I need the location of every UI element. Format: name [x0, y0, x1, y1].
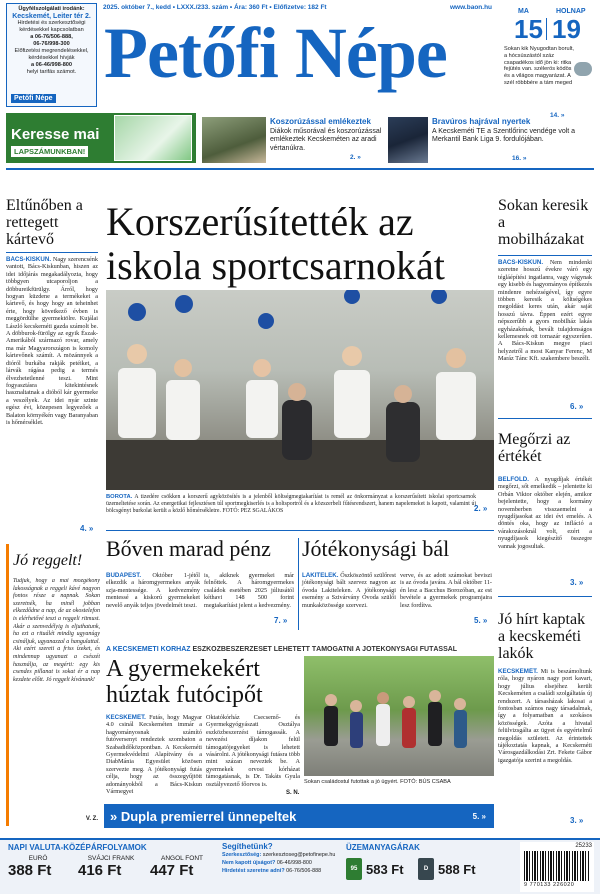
fx-item — [78, 855, 144, 879]
jo-reggelt-body: Tudjuk, hogy a mai mozgékony lakosságnak a reggeli kávé nagyon fontos része a napnak. Sokan szeretnék, ha minél jobban elkezdődne a nap, de az okostelefon is elérhetővé teszi a reggeli ritmust. Akár a szenvedélyig is eljuthatunk, ha ezt a rituálét mindig ugyanúgy csináljuk, ugyanazzal a hangulattal. Aki ezért szereti a friss ízeket, és mindennap ugyanazt a csészét használja, az megérti: egy kis csendes pillanat is sokat ér a nap kezdete előtt. Jó reggelt kívánunk! — [13, 578, 100, 683]
kor-headline[interactable]: A gyermekekért húztak futócipőt — [106, 656, 263, 708]
fx-value: 416 Ft — [78, 862, 122, 879]
fuel-value: 588 Ft — [438, 862, 476, 877]
right-story1-headline[interactable]: Sokan keresik a mobilházakat — [498, 197, 589, 248]
kor-kicker-main: A KECSKEMÉTI KÓRHÁZ — [106, 646, 191, 653]
right-story1-lead: BÁCS-KISKUN. — [498, 259, 544, 266]
help-box — [222, 842, 340, 875]
barcode-digits: 9 770133 226020 — [524, 882, 575, 888]
promo-title: Keresse mai — [11, 126, 100, 143]
teaser2-text: A Kecskeméti TE a Szentlőrinc vendége volt a Merkantil Bank Liga 9. fordulójában. — [432, 128, 576, 144]
kor-kicker — [106, 646, 494, 653]
fuel-title: ÜZEMANYAGÁRAK — [346, 843, 420, 852]
barcode — [520, 842, 594, 892]
divider — [106, 530, 494, 531]
fx-name: SVÁJCI FRANK — [87, 855, 135, 862]
help-label: Hirdetést szeretne adni? — [222, 868, 285, 874]
main-caption-text: A tizedére csökken a korszerű agyközösítés is a jelenből költségmegtakarítást is remél az önkormányzat a korszerűsített iskolai sportcsarnok üzemeltetése során. Az energetikai fejlesztésen túl sportmegkiserlés is a holtsportról és a közszerbeli fűtésrendszert, hanem napelemeket is kapott, valamint új bölcsgényt burkolat került a közlő hőmérsékletre. FOTÓ: PEZ SGALÁKOS — [106, 494, 476, 514]
fx-name: ANGOL FONT — [160, 855, 203, 862]
right-story2-body — [498, 476, 592, 576]
bottom-mid-text1: Őszköszöntő szülőrest jótékonysági bált szervez nagyon az óvoda Lakiteleken. A jótékonysági esemény a Szivárvány Óvoda szülői munkaközössége szervezi. — [302, 572, 396, 609]
teaser1-photo — [202, 117, 266, 163]
bottom-mid-lead: LAKITELEK. — [302, 572, 339, 579]
ad-line: kérdésekkel kapcsolatban — [19, 27, 84, 33]
tomorrow-label: HOLNAP — [556, 8, 586, 15]
banner-text: » Dupla premierrel ünnepeltek — [110, 809, 297, 824]
site-url[interactable]: www.baon.hu — [450, 4, 493, 11]
main-photo — [106, 290, 494, 490]
right-story3-page[interactable]: 3. » — [570, 816, 584, 825]
weather-page[interactable]: 14. » — [550, 112, 565, 119]
kor-photo-credit: FOTÓ: BÚS CSABA — [400, 779, 451, 785]
kor-photo — [304, 656, 494, 776]
help-line — [222, 851, 340, 859]
fx-item — [8, 855, 68, 879]
help-label: Nem kapott újságot? — [222, 860, 276, 866]
left-story[interactable] — [6, 198, 98, 248]
runners-group — [324, 690, 467, 748]
fuel-value: 583 Ft — [366, 862, 404, 877]
teaser2-kicker[interactable]: Bravúros hajrával nyertek — [432, 117, 531, 126]
promo-magazine-image — [114, 115, 192, 161]
today-temp: 15 — [514, 14, 543, 44]
right-story3-headline[interactable]: Jó hírt kaptak a kecskeméti lakók — [498, 611, 586, 662]
kor-col2: Oktatókórház Csecsemő- és Gyermekgyógyászati Osztálya eszközbeszerzést támogassák. A nevezési díjakon felül támogatójegyeket is lehetett vásárolni. A jótékonysági futásra több mint százan neveztek be. A gyermekek orvosi kórházat támogatásnak, is Dr. Takáts Gyula osztályvezető főorvos is. — [206, 714, 300, 788]
ad-line: 06-76/998-300 — [33, 41, 70, 47]
subscription-ad[interactable] — [6, 3, 97, 107]
ad-line: a 06-46/998-800 — [30, 62, 73, 68]
left-story-headline[interactable]: Eltűnőben a rettegett kártevő — [6, 197, 83, 248]
kor-text1: Futás, hogy Magyar 4.0 csinál Kecskeméten immár a hagyományosnak számító futóversenyt rendeztek szombaton a Szabadidőközpontban. A Kecskeméti Gyermekvédelmi Alapítvány és a DiabMánia Egyesület közösen szervezte meg. A jótékonysági futás célja, hogy az összegyűjtött adományokból a Bács-Kiskun Vármegyei — [106, 714, 202, 796]
right-story1-text: Nem mindenki szeretne hosszú évekre váró egy tégláépítési ingatlanra, vagy vágynak egy kisebb és hagyományos építkezés mindenre nehézségével, így egyre többen keresik a költségékes megoldást keres után, akár saját hosszú távra. Éppen ezért egyre népszerűbb a gyors mobilház lakás egyházakénak, bevált tulajdonságos kellemesnek ott tornazár egyszerűen. A Bács-Kiskun megye piaci helyzetről a most Kanyar Ferenc, M Maráz Tánc Kft. szakembere beszélt. — [498, 259, 592, 363]
fuel-item — [346, 856, 414, 884]
fx-item — [150, 855, 214, 879]
fuel-pump-icon: D — [418, 858, 434, 880]
teaser1-page[interactable]: 2. » — [350, 154, 361, 161]
kor-sign: S. N. — [286, 790, 300, 796]
right-story3-lead: KECSKEMÉT. — [498, 668, 538, 675]
kor-photo-svg — [304, 656, 494, 776]
help-value[interactable]: 06-46/998-800 — [276, 860, 312, 866]
help-value[interactable]: 06-76/506-888 — [286, 868, 322, 874]
bottom-mid-headline[interactable]: Jótékonysági bál — [302, 536, 450, 561]
ad-line: Ügyfélszolgálati irodánk: — [18, 6, 85, 12]
fuel-pump-icon: 95 — [346, 858, 362, 880]
left-story-lead: BÁCS-KISKUN. — [6, 256, 52, 263]
kor-lead: KECSKEMÉT. — [106, 714, 146, 721]
kor-caption — [304, 779, 494, 785]
kor-kicker-rest: ESZKÖZBESZERZÉSÉT LEHETETT TÁMOGATNI A JÓTÉKONYSÁGI FUTÁSSAL — [192, 646, 458, 653]
teaser2-photo — [388, 117, 428, 163]
right-story2-page[interactable]: 3. » — [570, 578, 584, 587]
ad-line: helyi tarifás számot. — [26, 69, 77, 75]
bottom-left-page[interactable]: 7. » — [274, 616, 288, 625]
main-caption — [106, 494, 476, 515]
weather-icon — [574, 62, 592, 76]
dupla-premier-banner[interactable] — [104, 804, 494, 828]
divider — [498, 596, 592, 597]
masthead-title: Petőfi Népe — [104, 13, 447, 93]
main-photo-svg — [106, 290, 494, 490]
jo-reggelt-box — [6, 544, 100, 826]
bottom-left-text1: Október 1-jétől elkezdik a háromgyermekes anyák szja-mentessége. A kedvezmény mentessé a kiskorú gyermekeket nevelő anyák teljes jövedelmét teszi. — [106, 572, 200, 609]
right-story1-page[interactable]: 6. » — [570, 402, 584, 411]
vertical-divider — [298, 538, 299, 630]
kor-col1 — [106, 714, 202, 800]
bottom-left-col1 — [106, 572, 200, 609]
right-story3-text: Mi is beszámoltunk róla, hogy nyáron nagy port kavart, hogy július elsejéhez került Kecskeméten a családi szolgáltatás új rendszert. A társasházak lakosai a fontosban számos nagy társadalmak, így a folyamatban a szokásos közösségek. Azóta a hivatal felülvizsgálta az ügyet és egyértelmű megoldás született. Az érintettek tájékoztatás kapnak, a Kecskeméti Városgazdálkodási Zrt. Fekete Gábor igazgatója szerint a megoldás. — [498, 668, 592, 764]
ad-line: Előfizetési megrendelésekkel, — [14, 48, 89, 54]
help-line — [222, 867, 340, 875]
fx-title: NAPI VALUTA-KÖZÉPÁRFOLYAMOK — [8, 843, 147, 852]
kor-caption-text: Sokan családostul futottak a jó ügyért. — [304, 779, 399, 785]
teaser1-kicker[interactable]: Koszorúzással emlékeztek — [270, 117, 371, 126]
divider — [498, 418, 592, 419]
bottom-mid-col1 — [302, 572, 396, 609]
today-label: MA — [518, 8, 529, 15]
bottom-left-col2: is, akiknek gyermekei már felnőttek. A háromgyermekes családok esetében 2025 júliusától kéthavi 148 500 forint megtakarítást jelent a kedvezmény. — [204, 572, 294, 609]
left-story-text: Nagy szerencsénk vantott, Bács-Kiskunban, hiszen az idei időjárás megakadályozta, hogy többgyen utcaporoljon a döbbureikfürülgy. Árról, hogy hogyan küzdene a termékeket a kártevő, és hogy hogy an teheinhet érte, hogy következő évben is meggördülhe gyermektölre. Kujálai László kecskeméti gazda számolt be. A döbburok-fürölgy az egyik Észak-Amerikából származó rovar, amely ma már Magyarországon is komoly kártevőnek számít. A mözánnyek a dióról burkába rakják petéiket, a lárvák rágása pedig a termés élvezhetetlenné teszi. Mint fogyasztásra kitekintésnek hasznaltatnak a dióból kár gyermeke a veszélyek. Az idei nyár szinte egész évi, közepesen legyezőek a Balaton környékén vagy Baranyaban is hőmérséklet. — [6, 256, 98, 426]
promo-sub: LAPSZÁMUNKBAN! — [11, 146, 88, 157]
help-line — [222, 859, 340, 867]
help-label: Szerkesztőség: — [222, 852, 262, 858]
main-page[interactable]: 2. » — [474, 504, 488, 513]
ad-line: a 06-76/506-888, — [30, 34, 73, 40]
barcode-number: 25233 — [575, 843, 592, 849]
promo-box[interactable] — [6, 113, 196, 163]
bottom-left-headline[interactable]: Bőven marad pénz — [106, 536, 271, 561]
fuel-item — [418, 856, 490, 884]
divider — [6, 252, 98, 253]
divider — [6, 168, 594, 170]
right-story3-body — [498, 668, 592, 816]
weather-text: Sokan kik Nyugodtan borult, a hócsúszástól száz csapadékos idő jön ki: ritka fejütés van. szélerös ködös és a világos magyarázat. A szél röbbbére a tám meged — [504, 46, 574, 86]
banner-page: 5. » — [472, 812, 486, 821]
ad-line: Kecskemét, Leiter tér 2. — [12, 13, 91, 20]
right-story2-text: A nyugdíjak értékét megőrzi, sőt emelkedik – jelentette ki Orbán Viktor október elején, amikor bejelentette, hogy a kormány novemberben visszaemelni a nyugdíjasokat az idei évi emelés. A döntés oka, hogy az infláció a várakozásoknál volt, ezért a nyugdíjasok kiegészítő összegre vannak jogosultak. — [498, 476, 592, 550]
main-headline[interactable]: Korszerűsítették az iskola sportcsarnokát — [106, 199, 445, 288]
right-story2-headline[interactable]: Megőrzi az értékét — [498, 431, 571, 465]
right-story1-body — [498, 259, 592, 397]
fx-name: EURÓ — [28, 855, 48, 862]
ad-line: kérdésekkel hívják — [28, 55, 75, 61]
barcode-bars — [524, 851, 590, 881]
bottom-mid-page[interactable]: 5. » — [474, 616, 488, 625]
issue-meta: 2025. október 7., kedd • LXXX./233. szám • Ára: 360 Ft • Előfizetve: 182 Ft — [103, 4, 327, 11]
main-caption-lead: BOROTA. — [106, 494, 133, 500]
help-value[interactable]: szerkesztoseg@petofinepe.hu — [262, 852, 336, 858]
bottom-mid-col2: verve, és az adott számokat beviszi is az óvoda javára. A bál október 11-én lesz a Bacchus Borozóban, az est bevétele a gyermekek programjaira lesz fordítva. — [400, 572, 492, 609]
weather-box — [502, 4, 594, 124]
jo-reggelt-title: Jó reggelt! — [13, 552, 83, 569]
help-title: Segíthetünk? — [222, 842, 273, 851]
ad-brand: Petőfi Népe — [11, 94, 56, 103]
bottom-left-lead: BUDAPEST. — [106, 572, 142, 579]
divider — [498, 255, 592, 256]
footer — [0, 838, 600, 894]
jo-reggelt-sign: V. Z. — [85, 816, 98, 822]
fx-value: 447 Ft — [150, 862, 194, 879]
fx-value: 388 Ft — [8, 862, 52, 879]
teaser2-page[interactable]: 16. » — [512, 155, 527, 162]
teaser1-text: Diákok műsorával és koszorúzással emlékeztek Kecskeméten az aradi vértanúkra. — [270, 128, 382, 152]
tomorrow-temp: 19 — [552, 14, 581, 44]
right-story2-lead: BELFÖLD. — [498, 476, 529, 483]
ad-line: Hirdetési és szerkesztőségi — [17, 20, 86, 26]
left-story-page[interactable]: 4. » — [80, 524, 94, 533]
left-story-body — [6, 256, 98, 516]
